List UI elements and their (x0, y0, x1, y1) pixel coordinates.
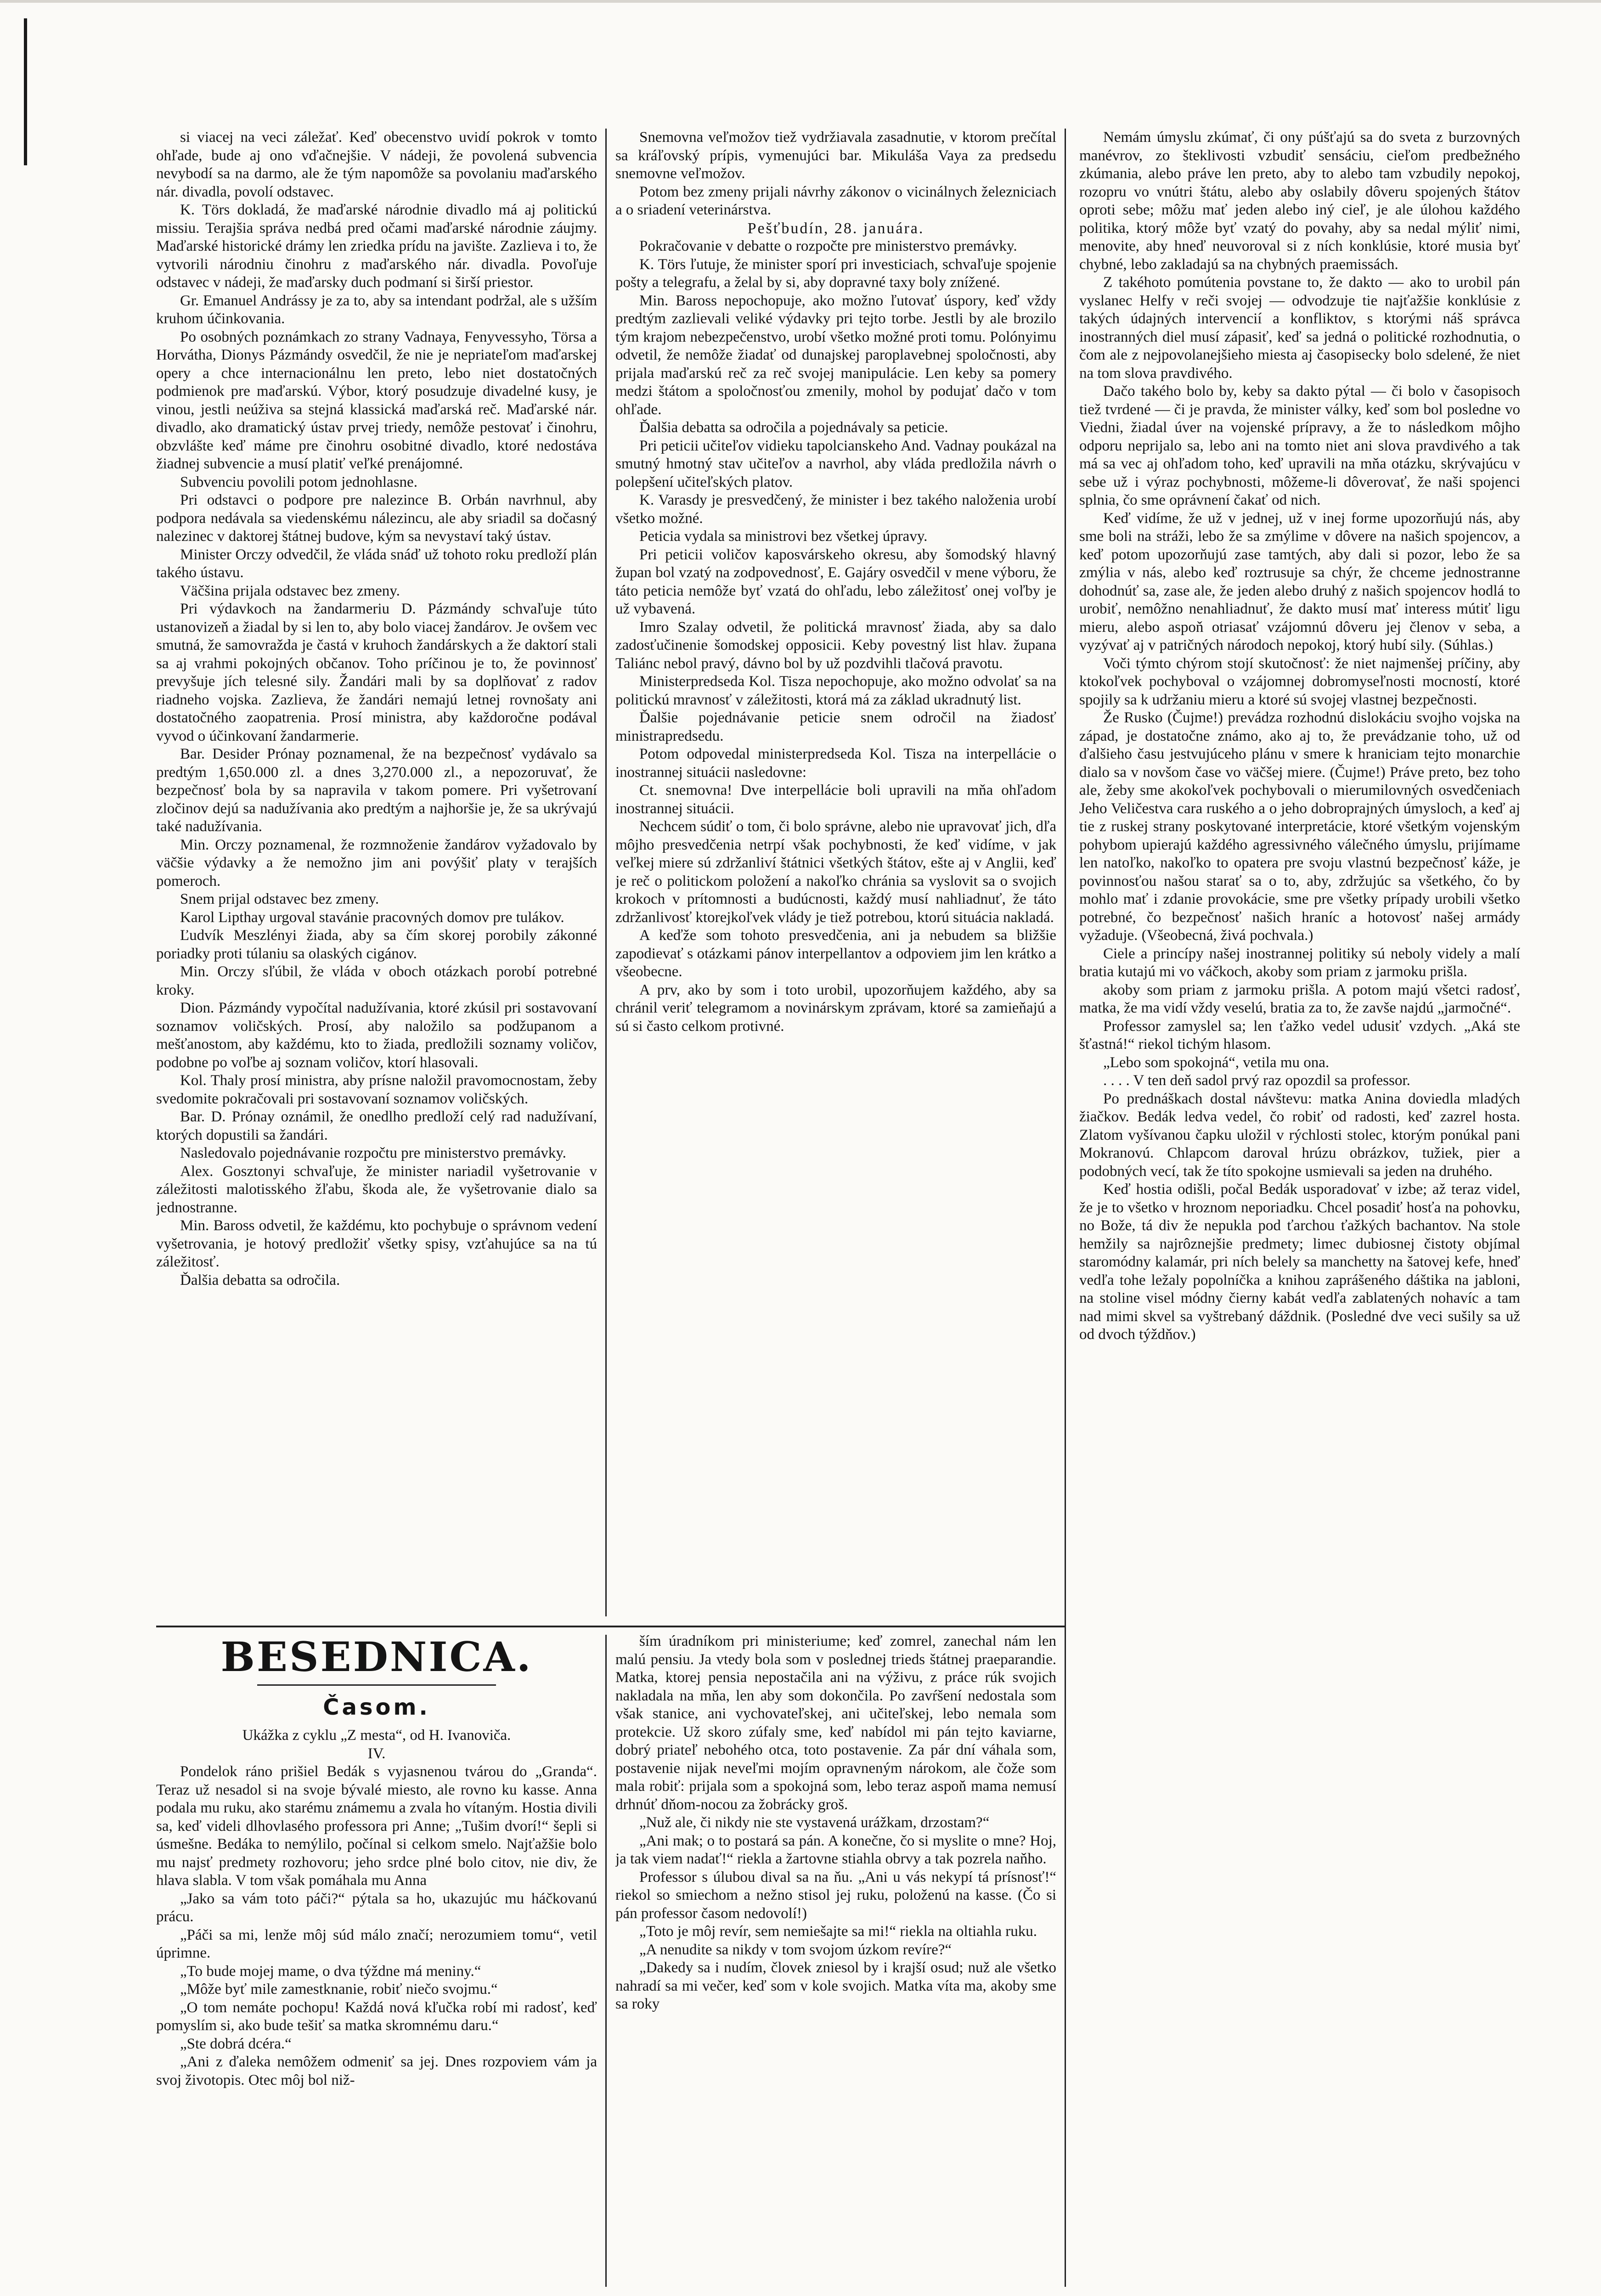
news-paragraph: Potom odpovedal ministerpredseda Kol. Tisza na interpellácie o inostrannej situácii nasledovne: (615, 746, 1056, 781)
news-paragraph: K. Törs ľutuje, že minister sporí pri investiciach, schvaľuje spojenie pošty a telegrafu, a želal by si, aby dopravné taxy boly znížené. (615, 256, 1056, 291)
story-paragraph: „Ani mak; o to postará sa pán. A konečne, čo si myslite o mne? Hoj, ja tak viem nadať!“ riekla a žartovne stiahla obrvy a tak pozrela naňho. (615, 1832, 1056, 1867)
news-paragraph: Ďalšia debatta sa odročila. (180, 1272, 340, 1289)
story-paragraph: Keď hostia odišli, počal Bedák usporadovať v izbe; až teraz videl, že je to všetko v hroznom neporiadku. Chcel posadiť hosťa na pohovku, no Bože, tá div že nepukla pod ťarchou ťažkých bachantov. Na stole hemžily sa najrôznejšie predmety; limec dubiosnej čistoty objímal staromódny kalamár, pri ních belely sa manchetty na šatovej kefe, hneď vedľa tohe ležaly popolníčka a knihou zaprášeného dáštika na jabloni, na stoline visel módny čierny kabát vedľa zablatených nohavíc a tam nad mimi skvel sa vyštrebaný dáždnik. (Posledné dve veci sušily sa už od dvoch týždňov.) (1079, 1181, 1520, 1343)
news-paragraph: Min. Orczy sľúbil, že vláda v oboch otázkach porobí potrebné kroky. (156, 963, 597, 998)
news-paragraph: Ďalšie pojednávanie peticie snem odročil na žiadosť ministrapredsedu. (615, 709, 1056, 744)
news-paragraph: Peticia vydala sa ministrovi bez všetkej úpravy. (639, 528, 928, 545)
news-paragraph: Nemám úmyslu zkúmať, či ony púšťajú sa do sveta z burzovných manévrov, zo šteklivosti vzbudiť sensáciu, cieľom predbežného zkúmania, alebo práve len preto, aby to alebo tam vzbudily nepokoj, rozopru vo vnútri štátu, alebo aby oslabily dôveru spojených štátov oproti sebe; môžu mať jeden alebo iný cieľ, je ale úlohou každého politika, ktorý môže byť vzatý do povahy, aby sa nedal mýliť nimi, menovite, aby hneď neuvoroval si z ních konklúsie, ktoré musia byť chybné, lebo zakladajú sa na chybných praemissách. (1079, 129, 1520, 273)
news-paragraph: Subvenciu povolili potom jednohlasne. (180, 473, 417, 490)
left-margin-rule (24, 18, 27, 165)
story-paragraph: „Lebo som spokojná“, vetila mu ona. (1103, 1054, 1330, 1071)
news-paragraph: Pri výdavkoch na žandarmeriu D. Pázmándy schvaľuje túto ustanovizeň a žiadal by si len to, aby bolo viacej žandárov. Je ovšem vec smutná, že samovražda je častá v kruhoch žandárskych a že daktorí stali sa aj vrahmi pokojných občanov. Toho príčinou je to, že povinnosť prevyšuje jích telesné sily. Žandári mali by sa doplňovať z radov riadneho vojska. Zazlieva, že žandári nemajú letnej rovnošaty ani dostatočného zaopatrenia. Prosí ministra, aby každoročne podával vyvod o účinkovaní žandarmerie. (156, 601, 597, 744)
news-paragraph: Pri peticii voličov kaposvárskeho okresu, aby šomodský hlavný župan bol vzatý na zodpovednosť, E. Gajáry osvedčil v mene výboru, že táto peticia nemôže byť vzatá do ohľadu, lebo záležitosť onej voľby je už vybavená. (615, 546, 1056, 617)
story-paragraph: „Toto je môj revír, sem nemiešajte sa mi!“ riekla na oltiahla ruku. (639, 1923, 1037, 1940)
news-paragraph: Min. Baross nepochopuje, ako možno ľutovať úspory, keď vždy predtým zazlievali veliké výdavky pri tejto torbe. Jestli by ale brozilo tým krajom nebezpečenstvo, urobí všetko možné proti tomu. Polónyimu odvetil, že nemôže žiadať od dunajskej paroplavebnej spoločnosti, aby prijala maďarskú reč za reč svojej manipulácie. Len keby sa pomery medzi štátom a spoločnosťou zmenily, mohol by podujať dačo v tom ohľade. (615, 292, 1056, 418)
news-paragraph: Gr. Emanuel Andrássy je za to, aby sa intendant podržal, ale s užším kruhom účinkovania. (156, 292, 597, 327)
story-paragraph: „Môže byť mile zamestknanie, robiť niečo svojmu.“ (180, 1981, 498, 1998)
story-paragraph: „Jako sa vám toto páči?“ pýtala sa ho, ukazujúc mu háčkovanú prácu. (156, 1890, 597, 1925)
news-paragraph: Min. Baross odvetil, že každému, kto pochybuje o správnom vedení vyšetrovania, je hotový predložiť všetky spisy, vzťahujúce sa na tú záležitosť. (156, 1217, 597, 1270)
story-paragraph: Pondelok ráno prišiel Bedák s vyjasnenou tvárou do „Granda“. Teraz už nesadol si na svoje bývalé miesto, ale rovno ku kasse. Anna podala mu ruku, ako starému známemu a zvala ho vítaným. Hostia divili sa, keď videli dlhovlasého professora pri Anne; „Tušim dvorí!“ šepli si úsmešne. Bedáka to nemýlilo, počínal si celkom smelo. Najťažšie bolo mu najsť predmety rozhovoru; jeho srdce plné bolo citov, nie div, že hlava slabla. V tom však pomáhala mu Anna (156, 1763, 597, 1889)
news-paragraph: Snemovna veľmožov tiež vydržiavala zasadnutie, v ktorom prečítal sa kráľovský prípis, vymenujúci bar. Mikuláša Vaya za predsedu snemovne veľmožov. (615, 129, 1056, 182)
story-paragraph: „O tom nemáte pochopu! Každá nová kľučka robí mi radosť, keď pomyslím si, ako bude tešiť sa matka skromnému daru.“ (156, 1999, 597, 2034)
story-paragraph: „Ste dobrá dcéra.“ (180, 2035, 292, 2052)
feuilleton-column-2 (615, 1632, 1056, 2275)
story-paragraph: „Ani z ďaleka nemôžem odmeniť sa jej. Dnes rozpoviem vám ja svoj životopis. Otec môj bol niž- (156, 2054, 597, 2088)
news-paragraph: Že Rusko (Čujme!) prevádza rozhodnú dislokáciu svojho vojska na západ, je dostatočne známo, ako aj to, že prevádzanie toho, už od ďalšieho času jestvujúceho plánu v smere k hraniciam tejto monarchie dialo sa v novšom čase vo väčšej miere. (Čujme!) Práve preto, bez toho ale, žeby sme akokoľvek pochybovali o mierumilovných osvedčeniach Jeho Veličestva cara ruského a o jeho dobroprajných úmysloch, a keď aj tie z ruskej strany poskytované interpretácie, ktoré všetkým vojenským pohybom upierajú každého agressivného válečného úmyslu, prijímame len natoľko, nakoľko to opatera pre svoju vlastnú bezpečnosť káže, je povinnosťou našou starať sa o to, aby, zdržujúc sa všetkého, čo by mohlo mať i zdanie provokácie, sme pre všetky prípady urobili všetko potrebné, čo bezpečnosť našich hraníc a hotovosť našej armády vyžaduje. (Všeobecná, živá pochvala.) (1079, 709, 1520, 944)
news-paragraph: Nasledovalo pojednávanie rozpočtu pre ministerstvo premávky. (180, 1145, 566, 1161)
news-paragraph: Minister Orczy odvedčil, že vláda snáď už tohoto roku predloží plán takého ústavu. (156, 546, 597, 581)
news-paragraph: Ľudvík Meszlényi žiada, aby sa čím skorej porobily zákonné poriadky proti túlaniu sa olaských cigánov. (156, 927, 597, 962)
story-paragraph: Professor zamyslel sa; len ťažko vedel udusiť vzdych. „Aká ste šťastná!“ riekol tichým hlasom. (1079, 1018, 1520, 1052)
story-paragraph: ším úradníkom pri ministeriume; keď zomrel, zanechal nám len malú pensiu. Ja vtedy bola som v poslednej trieds štátnej praeparandie. Matka, ktorej pensia nepostačila ani na výživu, z práce rúk svojich nakladala na mňa, len aby som dokončila. Po zavŕšení nedostala som však stanice, ani vychovateľskej, ani učiteľskej, lebo nemala som protekcie. Už skoro zúfaly sme, keď nabídol mi pán tejto kaviarne, dobrý priateľ nebohého otca, toto postavenie. Za pár dní váhala som, postavenie nijak neveľmi mojím opravneným nárokom, ale čože som mala robiť: prijala som a spokojná som, lebo teraz aspoň mama nemusí drhnúť dňom-nocou za žobrácky groš. (615, 1633, 1056, 1813)
story-paragraph: Po prednáškach dostal návštevu: matka Anina doviedla mladých žiačkov. Bedák ledva vedel, čo robiť od radosti, keď zazrel hosta. Zlatom vyšívanou čapku uložil v rýchlosti stolec, ktorým ponúkal pani Mokranovú. Chlapcom daroval hrúzu obrázkov, tužiek, pier a podobných vecí, tak že títo spokojne usmievali sa jeden na druhého. (1079, 1090, 1520, 1180)
news-paragraph: Ministerpredseda Kol. Tisza nepochopuje, ako možno odvolať sa na politickú mravnosť v záležitosti, ktorá má za základ ukradnutý list. (615, 673, 1056, 708)
news-paragraph: K. Törs dokladá, že maďarské národnie divadlo má aj politickú missiu. Terajšia správa nedbá pred očami maďarské národnie záujmy. Maďarské historické drámy len zriedka prídu na javište. Zazlieva i to, že vytvorili národniu činohru z maďarského nár. divadla. Povoľuje odstavec v nádeji, že maďarsky duch podmaní si širší priestor. (156, 202, 597, 291)
news-paragraph: Pokračovanie v debatte o rozpočte pre ministerstvo premávky. (639, 238, 1017, 254)
column-divider-1 (605, 129, 607, 1616)
news-column-3 (1079, 129, 1520, 2250)
story-paragraph: „A nenudite sa nikdy v tom svojom úzkom revíre?“ (639, 1941, 952, 1958)
section-divider (156, 1626, 1065, 1627)
news-paragraph: Imro Szalay odvetil, že politická mravnosť žiada, aby sa dalo zadosťučinenie šomodskej opposicii. Keby povestný list hlav. župana Taliánc nebol pravý, dávno bol by už pozdvihli tlačová pravotu. (615, 619, 1056, 672)
news-paragraph: si viacej na veci záležať. Keď obecenstvo uvidí pokrok v tomto ohľade, bude aj ono vďačnejšie. V nádeji, že povolená subvencia nevybodí sa na darmo, ale že tým napomôže sa povolaniu maďarského nár. divadla, povolí odstavec. (156, 129, 597, 200)
news-paragraph: Z takéhoto pomútenia povstane to, že dakto — ako to urobil pán vyslanec Helfy v reči svojej — odvodzuje tie najťažšie konklúsie z takých údajných intervencií a konfliktov, s ktorými náš správca inostranných diel musí zápasiť, keď sa jedná o politické rozhodnutia, o čom ale z nejpovolanejšieho miesta aj časopisecky bolo sdelené, že niet na tom slova pravdivého. (1079, 274, 1520, 382)
news-paragraph: Potom bez zmeny prijali návrhy zákonov o vicinálnych železniciach a o sriadení veterinárstva. (615, 183, 1056, 218)
news-paragraph: Ciele a princípy našej inostrannej politiky sú neboly videly a malí bratia kutajú mi vo váčkoch, akoby som priam z jarmoku prišla. (1079, 945, 1520, 980)
news-paragraph: Karol Lipthay urgoval stavánie pracovných domov pre tulákov. (180, 909, 564, 926)
story-paragraph: Professor s úlubou dival sa na ňu. „Ani u vás nekypí tá prísnosť!“ riekol so smiechom a nežno stisol jej ruku, položenú na kasse. (Čo si pán professor časom nedovolí!) (615, 1868, 1056, 1922)
news-column-2 (615, 129, 1056, 1626)
news-paragraph: A prv, ako by som i toto urobil, upozorňujem každého, aby sa chránil veriť telegramom a novinárskym zprávam, ktoré sa zamieňajú a sú si často celkom protivné. (615, 981, 1056, 1035)
news-paragraph: Väčšina prijala odstavec bez zmeny. (180, 582, 400, 599)
story-paragraph: akoby som priam z jarmoku prišla. A potom majú všetci radosť, matka, že ma vidí vždy veselú, bratia za to, že zavše najdú „jarmočné“. (1079, 981, 1520, 1016)
story-paragraph: „Páči sa mi, lenže môj súd málo značí; nerozumiem tomu“, vetil úprimne. (156, 1926, 597, 1961)
news-paragraph: A keďže som tohoto presvedčenia, ani ja nebudem sa bližšie zapodievať s otázkami pánov interpellantov a odpoviem jim len krátko a všeobecne. (615, 927, 1056, 980)
feuilleton-column-1 (156, 1727, 597, 2278)
news-paragraph: Kol. Thaly prosí ministra, aby prísne naložil pravomocnostam, žeby svedomite pokračovali pri sostavovaní soznamov voličských. (156, 1072, 597, 1107)
story-paragraph: . . . . V ten deň sadol prvý raz opozdil sa professor. (1103, 1072, 1410, 1089)
column-divider-2 (1065, 129, 1066, 2287)
news-paragraph: Po osobných poznámkach zo strany Vadnaya, Fenyvessyho, Törsa a Horvátha, Dionys Pázmándy osvedčil, že nie je nepriateľom maďarskej opery a chce internacionálnu len preto, lebo niet dostatočných podmienok pre maďarskú. Výbor, ktorý posudzuje divadelné kusy, je vinou, jestli neúživa sa stejná klassická maďarská reč. Maďarské nár. divadlo, ako dramatický ústav prvej triedy, nemôže pestovať i činohru, obzvlášte keď máme pre činohru osobitné divadlo, ktoré nedostáva žiadnej subvencie a musí platiť veľké prenájomné. (156, 328, 597, 472)
story-paragraph: „To bude mojej mame, o dva týždne má meniny.“ (180, 1963, 481, 1980)
news-paragraph: K. Varasdy je presvedčený, že minister i bez takého naloženia urobí všetko možné. (615, 492, 1056, 527)
news-paragraph: Nechcem súdiť o tom, či bolo správne, alebo nie upravovať jich, dľa môjho presvedčenia netrpí však pochybnosti, že keď vidíme, v jak veľkej miere sú zdržanliví štátnici všetkých štátov, ešte aj v Anglii, keď je reč o politickom položení a nakoľko chránia sa vyslovit sa o svojich krokoch v prítomnosti a budúcnosti, každý musí nahliadnuť, že táto zdržanlivosť ktorejkoľvek vlády je tiež potrebou, ktorú situácia nakladá. (615, 818, 1056, 926)
feuilleton-part: IV. (367, 1745, 386, 1762)
dateline: Pešťbudín, 28. januára. (747, 219, 925, 237)
news-paragraph: Dačo takého bolo by, keby sa dakto pýtal — či bolo v časopisoch tiež tvrdené — či je pravda, že minister války, keď som bol posledne vo Viedni, žiadal úver na vojenské prípravy, a že to následkom môjho odporu neprijalo sa, lebo ani na tomto niet ani slova pravdivého a tak má sa vec aj ohľadom toho, keď upravili na mňa otázku, skrývajúcu v sebe už i výraz pochybnosti, môžeme-li dôverovať, že naši spojenci splnia, čo sme oprávnení čakať od nich. (1079, 383, 1520, 508)
feuilleton-subtitle: Ukážka z cyklu „Z mesta“, od H. Ivanoviča. (242, 1727, 511, 1744)
news-paragraph: Voči týmto chýrom stojí skutočnosť: že niet najmenšej príčiny, aby ktokoľvek pochyboval o vzájomnej dobromyseľnosti mocností, ktoré spojily sa k udržaniu mieru a ktoré sú svojej vlastnej bezpečnosti. (1079, 655, 1520, 708)
feuilleton-masthead: BESEDNICA. (220, 1633, 533, 1681)
news-paragraph: Pri peticii učiteľov vidieku tapolcianskeho And. Vadnay poukázal na smutný hmotný stav učiteľov a navrhol, aby vláda predložila návrh o polepšení učiteľských platov. (615, 437, 1056, 490)
news-paragraph: Min. Orczy poznamenal, že rozmnoženie žandárov vyžadovalo by väčšie výdavky a že nemožno jim ani povýšiť platy v terajších pomeroch. (156, 836, 597, 889)
news-paragraph: Ďalšia debatta sa odročila a pojednávaly sa peticie. (639, 419, 948, 436)
column-divider-3 (605, 1635, 607, 2287)
page-top-edge (0, 0, 1601, 3)
news-column-1 (156, 129, 597, 1607)
news-paragraph: Bar. D. Prónay oznámil, že onedlho predloží celý rad nadužívaní, ktorých dopustili sa žandári. (156, 1109, 597, 1143)
news-paragraph: Dion. Pázmándy vypočítal nadužívania, ktoré zkúsil pri sostavovaní soznamov voličských. Prosí, aby naložilo sa podžupanom a mešťanostom, aby každému, kto to žiada, predložili soznamy voličov, podobne po voľbe aj soznam voličov, ktorí hlasovali. (156, 1000, 597, 1071)
news-paragraph: Alex. Gosztonyi schvaľuje, že minister nariadil vyšetrovanie v záležitosti malotisského žľabu, škoda ale, že vyšetrovanie dialo sa jednostranne. (156, 1163, 597, 1216)
story-paragraph: „Nuž ale, či nikdy nie ste vystavená urážkam, drzostam?“ (639, 1814, 990, 1831)
news-paragraph: Snem prijal odstavec bez zmeny. (180, 891, 379, 907)
news-paragraph: Bar. Desider Prónay poznamenal, že na bezpečnosť vydávalo sa predtým 1,650.000 zl. a dnes 3,270.000 zl., a nepozoruvať, že bezpečnosť bola by sa napravila v takom pomere. Pri vyšetrovaní zločinov dejú sa nadužívania ako predtým a najhoršie je, že sa ukrývajú také nadužívania. (156, 746, 597, 835)
masthead-underline (257, 1684, 496, 1686)
feuilleton-title: Časom. (323, 1694, 430, 1720)
news-paragraph: Pri odstavci o podpore pre nalezince B. Orbán navrhnul, aby podpora nedávala sa viedenskému nálezincu, ale aby sriadil sa dočasný nalezinec v daktorej štátnej budove, kým sa nevystaví taký ústav. (156, 492, 597, 545)
story-paragraph: „Dakedy sa i nudím, človek zniesol by i krajší osud; nuž ale všetko nahradí sa mi večer, keď som v kole svojich. Matka víta ma, akoby sme sa roky (615, 1959, 1056, 2012)
news-paragraph: Keď vidíme, že už v jednej, už v inej forme upozorňujú nás, aby sme boli na stráži, lebo že sa zmýlime v dôvere na našich spojencov, a keď potom upozorňujú zase tamtých, aby dali si pozor, lebo že sa zmýlia v nás, alebo keď roztrusuje sa chýr, že chceme jednostranne dohodnúť sa, zase ale, že jeden alebo druhý z našich spojencov hodlá to urobiť, nemôžno nenahliadnuť, že dakto musí mať interess mútiť ligu mieru, alebo aspoň otriasať vzájomnú dôveru jej členov v seba, a vyzývať aj v patričných národoch nepokoj, ktorý hubí sily. (Súhlas.) (1079, 510, 1520, 653)
news-paragraph: Ct. snemovna! Dve interpellácie boli upravili na mňa ohľadom inostrannej situácii. (615, 782, 1056, 817)
